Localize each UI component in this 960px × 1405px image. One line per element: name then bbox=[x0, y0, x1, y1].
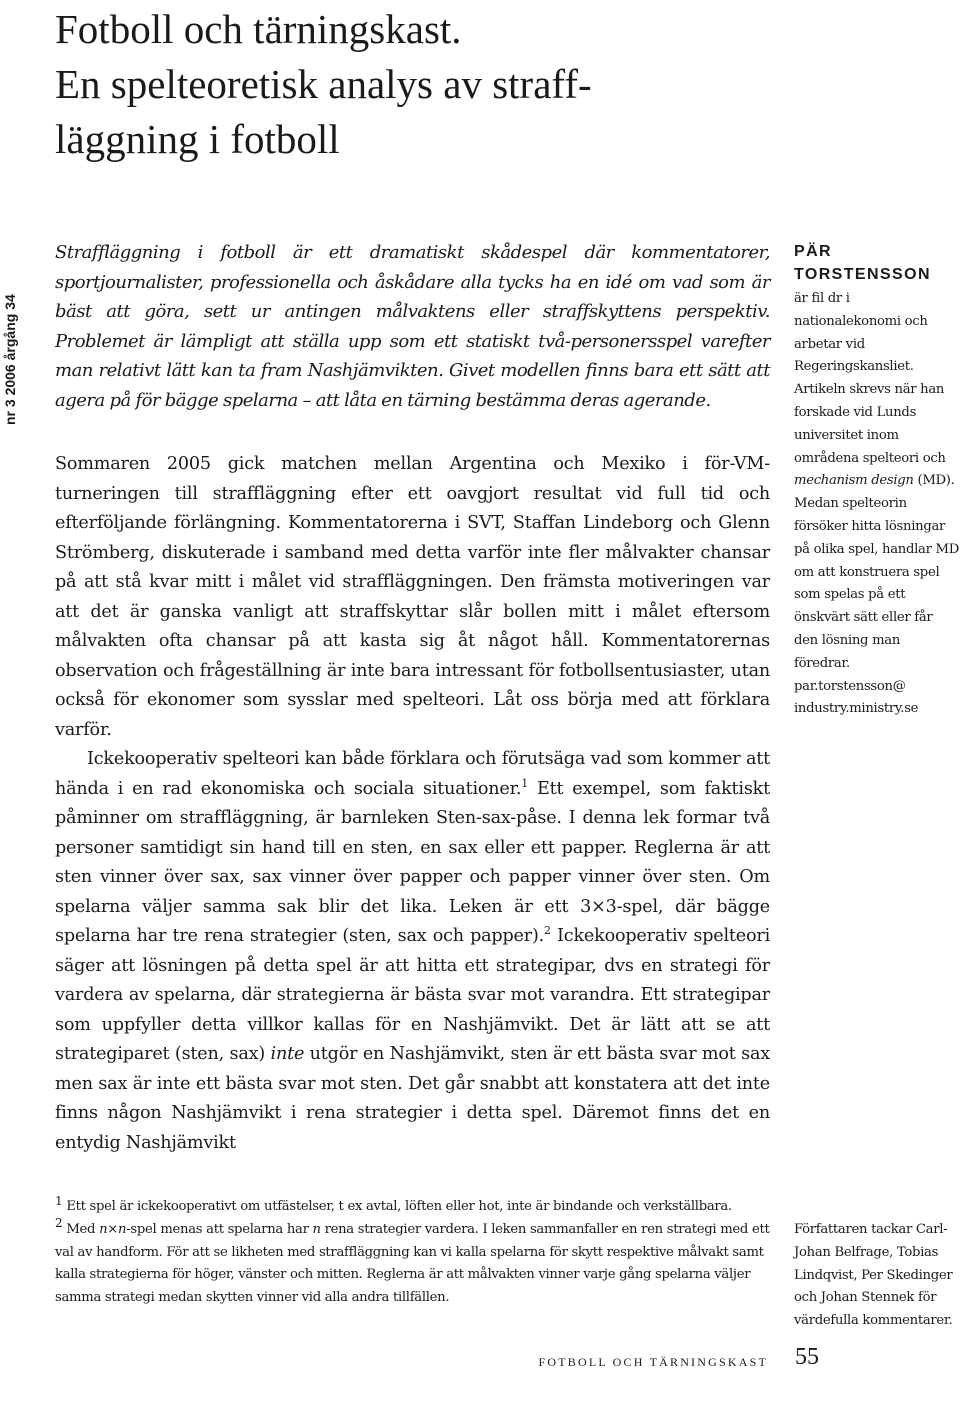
body-text-segment: utgör en Nashjämvikt, sten är ett bästa svar mot sax men sax är inte ett bästa svar mot sten. Det går snabbt att konstatera att det inte finns någon Nashjämvikt i rena strategier i detta spel. Däremot finns det en entydig Nashjämvikt bbox=[55, 1044, 770, 1153]
page-number: 55 bbox=[795, 1344, 819, 1370]
author-bio-emphasis: mechanism design bbox=[794, 473, 914, 489]
author-last-name: TORSTENSSON bbox=[794, 266, 931, 283]
footnote-2-emphasis: n×n bbox=[99, 1221, 127, 1237]
issue-number: nr 3 bbox=[2, 399, 18, 425]
footnote-ref-1: 1 bbox=[521, 776, 529, 790]
footnote-2 bbox=[55, 1216, 770, 1310]
author-bio bbox=[794, 288, 959, 676]
footnote-2-text: -spel menas att spelarna har bbox=[126, 1221, 313, 1237]
author-email-line-2: industry.ministry.se bbox=[794, 701, 919, 717]
footnotes bbox=[55, 1193, 770, 1310]
title-line-1: Fotboll och tärningskast. bbox=[55, 6, 462, 52]
body-text-segment: Ett exempel, som faktiskt påminner om straffläggning, är barnleken Sten-sax-påse. I denna lek formar två personer samtidigt sin hand till en sten, en sax eller ett papper. Reglerna är att sten vinner över sax, sax vinner över papper och papper vinner över sten. Om spelarna väljer samma sak blir det lika. Leken är ett 3×3-spel, där bägge spelarna har tre rena strategier (sten, sax och papper). bbox=[55, 778, 771, 946]
footnote-1 bbox=[55, 1193, 770, 1219]
author-sidebar bbox=[794, 240, 959, 721]
footnote-ref-2: 2 bbox=[544, 924, 551, 938]
article-body bbox=[55, 450, 770, 1158]
author-first-name: PÄR bbox=[794, 243, 832, 260]
issue-margin-label bbox=[2, 245, 26, 425]
footnote-2-emphasis: n bbox=[312, 1221, 321, 1237]
title-line-2: En spelteoretisk analys av straff- bbox=[55, 61, 592, 107]
issue-volume: årgång 34 bbox=[2, 294, 18, 361]
emphasis-inte: inte bbox=[270, 1044, 305, 1064]
footnote-2-text: Med bbox=[66, 1221, 100, 1237]
acknowledgement: Författaren tackar Carl-Johan Belfrage, Tobias Lindqvist, Per Skedinger och Johan Stennek för värdefulla kommentarer. bbox=[794, 1222, 953, 1329]
footnote-1-text: Ett spel är ickekooperativt om utfästelser, t ex avtal, löften eller hot, inte är bindande och verkställbara. bbox=[66, 1199, 732, 1214]
title-line-3: läggning i fotboll bbox=[55, 116, 340, 162]
footnote-2-text: rena strategier vardera. I leken sammanfaller en ren strategi med ett val av handform. För att se likheten med straffläggning kan vi kalla spelarna för skytt respektive målvakt samt kalla strategierna för höger, vänster och mitten. Reglerna är att målvakten vinner varje gång spelarna väljer samma strategi medan skytten vinner vid alla andra tillfällen. bbox=[55, 1221, 770, 1306]
body-text-segment: Ickekooperativ spelteori säger att lösningen på detta spel är att hitta ett strategipar, dvs en strategi för vardera av spelarna, där strategierna är bästa svar mot varandra. Ett strategipar som uppfyller detta villkor kallas för en Nashjämvikt. Det är lätt att se att strategiparet (sten, sax) bbox=[55, 926, 771, 1064]
author-bio-text: (MD). Medan spelteorin försöker hitta lösningar på olika spel, handlar MD om att konstruera spel som spelas på ett önskvärt sätt eller får den lösning man föredrar. bbox=[794, 473, 959, 671]
footnote-1-number: 1 bbox=[55, 1193, 63, 1208]
author-email-line-1: par.torstensson@ bbox=[794, 678, 906, 694]
author-bio-text: är fil dr i nationalekonomi och arbetar vid Regeringskansliet. Artikeln skrevs när han forskade vid Lunds universitet inom områdena spelteori och bbox=[794, 291, 946, 466]
article-title bbox=[55, 2, 875, 167]
issue-year: 2006 bbox=[2, 364, 18, 396]
body-paragraph-2 bbox=[55, 745, 770, 1158]
body-text-segment: Ickekooperativ spelteori kan både förklara och förutsäga vad som kommer att hända i en rad ekonomiska och sociala situationer. bbox=[55, 749, 770, 799]
body-paragraph-1: Sommaren 2005 gick matchen mellan Argentina och Mexiko i för-VM-turneringen till straffläggning efter ett oavgjort resultat vid full tid och efterföljande förlängning. Kommentatorerna i SVT, Staffan Lindeborg och Glenn Strömberg, diskuterade i samband med detta varför inte fler målvakter chansar på att stå kvar mitt i målet vid straffläggningen. Den främsta motiveringen var att det är ganska vanligt att straffskyttar slår bollen mitt i målet eftersom målvakten ofta chansar på att kasta sig åt något håll. Kommentatorernas observation och frågeställning är inte bara intressant för fotbollsentusiaster, utan också för ekonomer som sysslar med spelteori. Låt oss börja med att förklara varför. bbox=[55, 454, 770, 740]
footnote-2-number: 2 bbox=[55, 1216, 63, 1231]
lead-paragraph: Straffläggning i fotboll är ett dramatiskt skådespel där kommentatorer, sportjournalister, professionella och åskådare alla tycks ha en idé om vad som är bäst att göra, sett ur antingen målvaktens eller straffskyttens perspektiv. Problemet är lämpligt att ställa upp som ett statiskt två-personersspel varefter man relativt lätt kan ta fram Nashjämvikten. Givet modellen finns bara ett sätt att agera på för bägge spelarna – att låta en tärning bestämma deras agerande. bbox=[55, 242, 770, 411]
running-head: FOTBOLL OCH TÄRNINGSKAST bbox=[538, 1355, 768, 1369]
